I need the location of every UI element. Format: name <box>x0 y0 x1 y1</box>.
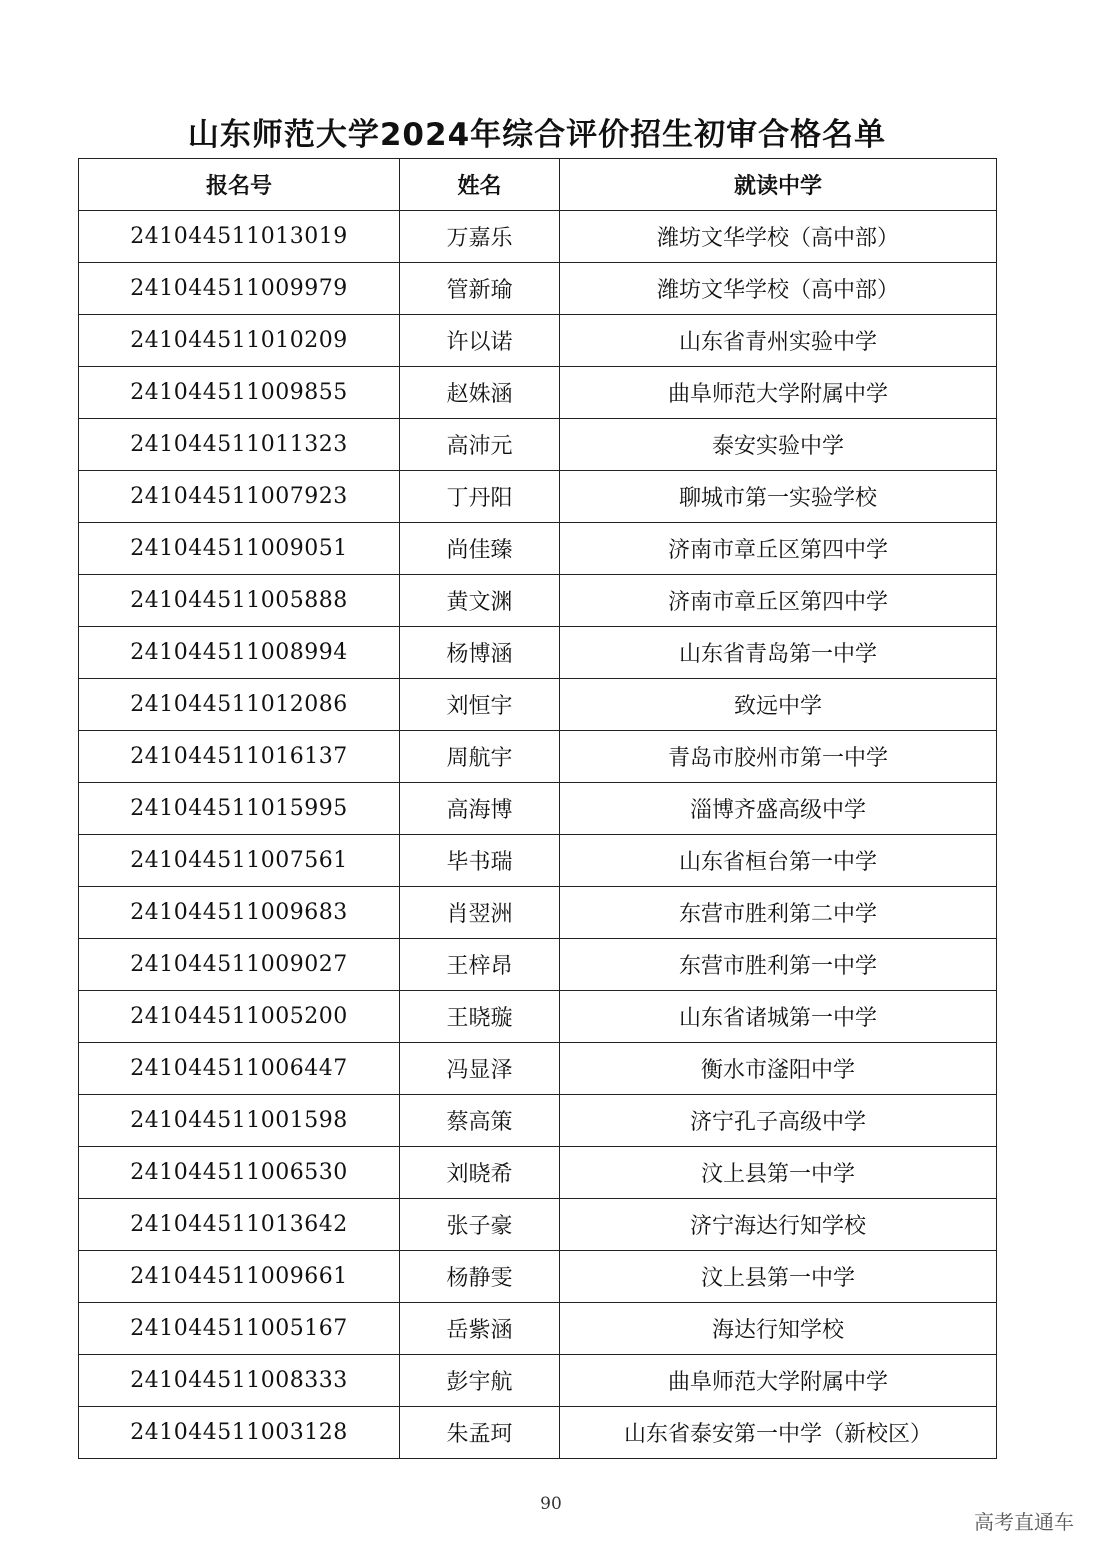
cell-registration-number: 241044511009661 <box>79 1251 400 1303</box>
cell-registration-number: 241044511009051 <box>79 523 400 575</box>
table-row <box>79 419 997 471</box>
cell-school: 山东省桓台第一中学 <box>560 835 997 887</box>
cell-school: 潍坊文华学校（高中部） <box>560 263 997 315</box>
table-row <box>79 1095 997 1147</box>
cell-registration-number: 241044511005200 <box>79 991 400 1043</box>
cell-name: 许以诺 <box>400 315 560 367</box>
cell-name: 肖翌洲 <box>400 887 560 939</box>
cell-school: 济南市章丘区第四中学 <box>560 523 997 575</box>
cell-registration-number: 241044511001598 <box>79 1095 400 1147</box>
cell-registration-number: 241044511011323 <box>79 419 400 471</box>
cell-registration-number: 241044511009027 <box>79 939 400 991</box>
cell-school: 曲阜师范大学附属中学 <box>560 1355 997 1407</box>
cell-school: 汶上县第一中学 <box>560 1147 997 1199</box>
cell-name: 王梓昂 <box>400 939 560 991</box>
cell-registration-number: 241044511008333 <box>79 1355 400 1407</box>
table-row <box>79 1355 997 1407</box>
cell-name: 刘恒宇 <box>400 679 560 731</box>
cell-registration-number: 241044511006447 <box>79 1043 400 1095</box>
table-row <box>79 211 997 263</box>
table-row <box>79 1199 997 1251</box>
cell-registration-number: 241044511013019 <box>79 211 400 263</box>
table-row <box>79 783 997 835</box>
cell-school: 淄博齐盛高级中学 <box>560 783 997 835</box>
cell-registration-number: 241044511006530 <box>79 1147 400 1199</box>
table-row <box>79 1147 997 1199</box>
table-row <box>79 263 997 315</box>
table-row <box>79 991 997 1043</box>
table-row <box>79 627 997 679</box>
cell-school: 济宁海达行知学校 <box>560 1199 997 1251</box>
cell-name: 杨静雯 <box>400 1251 560 1303</box>
cell-registration-number: 241044511008994 <box>79 627 400 679</box>
table-row <box>79 887 997 939</box>
cell-registration-number: 241044511003128 <box>79 1407 400 1459</box>
table-row <box>79 939 997 991</box>
cell-school: 山东省青岛第一中学 <box>560 627 997 679</box>
table-row <box>79 835 997 887</box>
cell-school: 海达行知学校 <box>560 1303 997 1355</box>
cell-school: 山东省诸城第一中学 <box>560 991 997 1043</box>
cell-school: 曲阜师范大学附属中学 <box>560 367 997 419</box>
table-row <box>79 315 997 367</box>
document-title: 山东师范大学2024年综合评价招生初审合格名单 <box>187 117 887 153</box>
table-body <box>79 211 997 1459</box>
admission-list-table <box>78 158 997 1459</box>
cell-registration-number: 241044511009979 <box>79 263 400 315</box>
cell-name: 朱孟珂 <box>400 1407 560 1459</box>
header-registration-number: 报名号 <box>79 159 400 211</box>
header-school: 就读中学 <box>560 159 997 211</box>
table-row <box>79 1043 997 1095</box>
cell-name: 彭宇航 <box>400 1355 560 1407</box>
cell-school: 山东省泰安第一中学（新校区） <box>560 1407 997 1459</box>
table-row <box>79 679 997 731</box>
cell-name: 周航宇 <box>400 731 560 783</box>
cell-registration-number: 241044511009683 <box>79 887 400 939</box>
table-row <box>79 367 997 419</box>
table-row <box>79 731 997 783</box>
cell-school: 泰安实验中学 <box>560 419 997 471</box>
cell-name: 张子豪 <box>400 1199 560 1251</box>
cell-registration-number: 241044511012086 <box>79 679 400 731</box>
table-row <box>79 575 997 627</box>
cell-registration-number: 241044511007923 <box>79 471 400 523</box>
table-row <box>79 1407 997 1459</box>
cell-registration-number: 241044511007561 <box>79 835 400 887</box>
cell-registration-number: 241044511013642 <box>79 1199 400 1251</box>
cell-school: 济南市章丘区第四中学 <box>560 575 997 627</box>
cell-school: 衡水市滏阳中学 <box>560 1043 997 1095</box>
cell-registration-number: 241044511009855 <box>79 367 400 419</box>
cell-name: 高沛元 <box>400 419 560 471</box>
cell-name: 管新瑜 <box>400 263 560 315</box>
cell-school: 东营市胜利第一中学 <box>560 939 997 991</box>
page-number: 90 <box>540 1494 562 1514</box>
cell-name: 王晓璇 <box>400 991 560 1043</box>
cell-name: 冯显泽 <box>400 1043 560 1095</box>
cell-school: 汶上县第一中学 <box>560 1251 997 1303</box>
header-name: 姓名 <box>400 159 560 211</box>
table-row <box>79 471 997 523</box>
cell-registration-number: 241044511010209 <box>79 315 400 367</box>
cell-school: 潍坊文华学校（高中部） <box>560 211 997 263</box>
table-header-row <box>79 159 997 211</box>
cell-school: 青岛市胶州市第一中学 <box>560 731 997 783</box>
cell-name: 毕书瑞 <box>400 835 560 887</box>
cell-name: 尚佳臻 <box>400 523 560 575</box>
cell-name: 刘晓希 <box>400 1147 560 1199</box>
watermark-logo-text: 高考直通车 <box>974 1510 1074 1534</box>
cell-name: 岳紫涵 <box>400 1303 560 1355</box>
cell-name: 高海博 <box>400 783 560 835</box>
cell-name: 蔡高策 <box>400 1095 560 1147</box>
cell-registration-number: 241044511005888 <box>79 575 400 627</box>
cell-registration-number: 241044511005167 <box>79 1303 400 1355</box>
table-row <box>79 1303 997 1355</box>
cell-school: 山东省青州实验中学 <box>560 315 997 367</box>
cell-name: 赵姝涵 <box>400 367 560 419</box>
cell-name: 万嘉乐 <box>400 211 560 263</box>
table-row <box>79 1251 997 1303</box>
cell-registration-number: 241044511016137 <box>79 731 400 783</box>
cell-school: 致远中学 <box>560 679 997 731</box>
table-row <box>79 523 997 575</box>
cell-school: 济宁孔子高级中学 <box>560 1095 997 1147</box>
cell-name: 丁丹阳 <box>400 471 560 523</box>
cell-school: 东营市胜利第二中学 <box>560 887 997 939</box>
cell-name: 黄文渊 <box>400 575 560 627</box>
cell-school: 聊城市第一实验学校 <box>560 471 997 523</box>
cell-name: 杨博涵 <box>400 627 560 679</box>
cell-registration-number: 241044511015995 <box>79 783 400 835</box>
